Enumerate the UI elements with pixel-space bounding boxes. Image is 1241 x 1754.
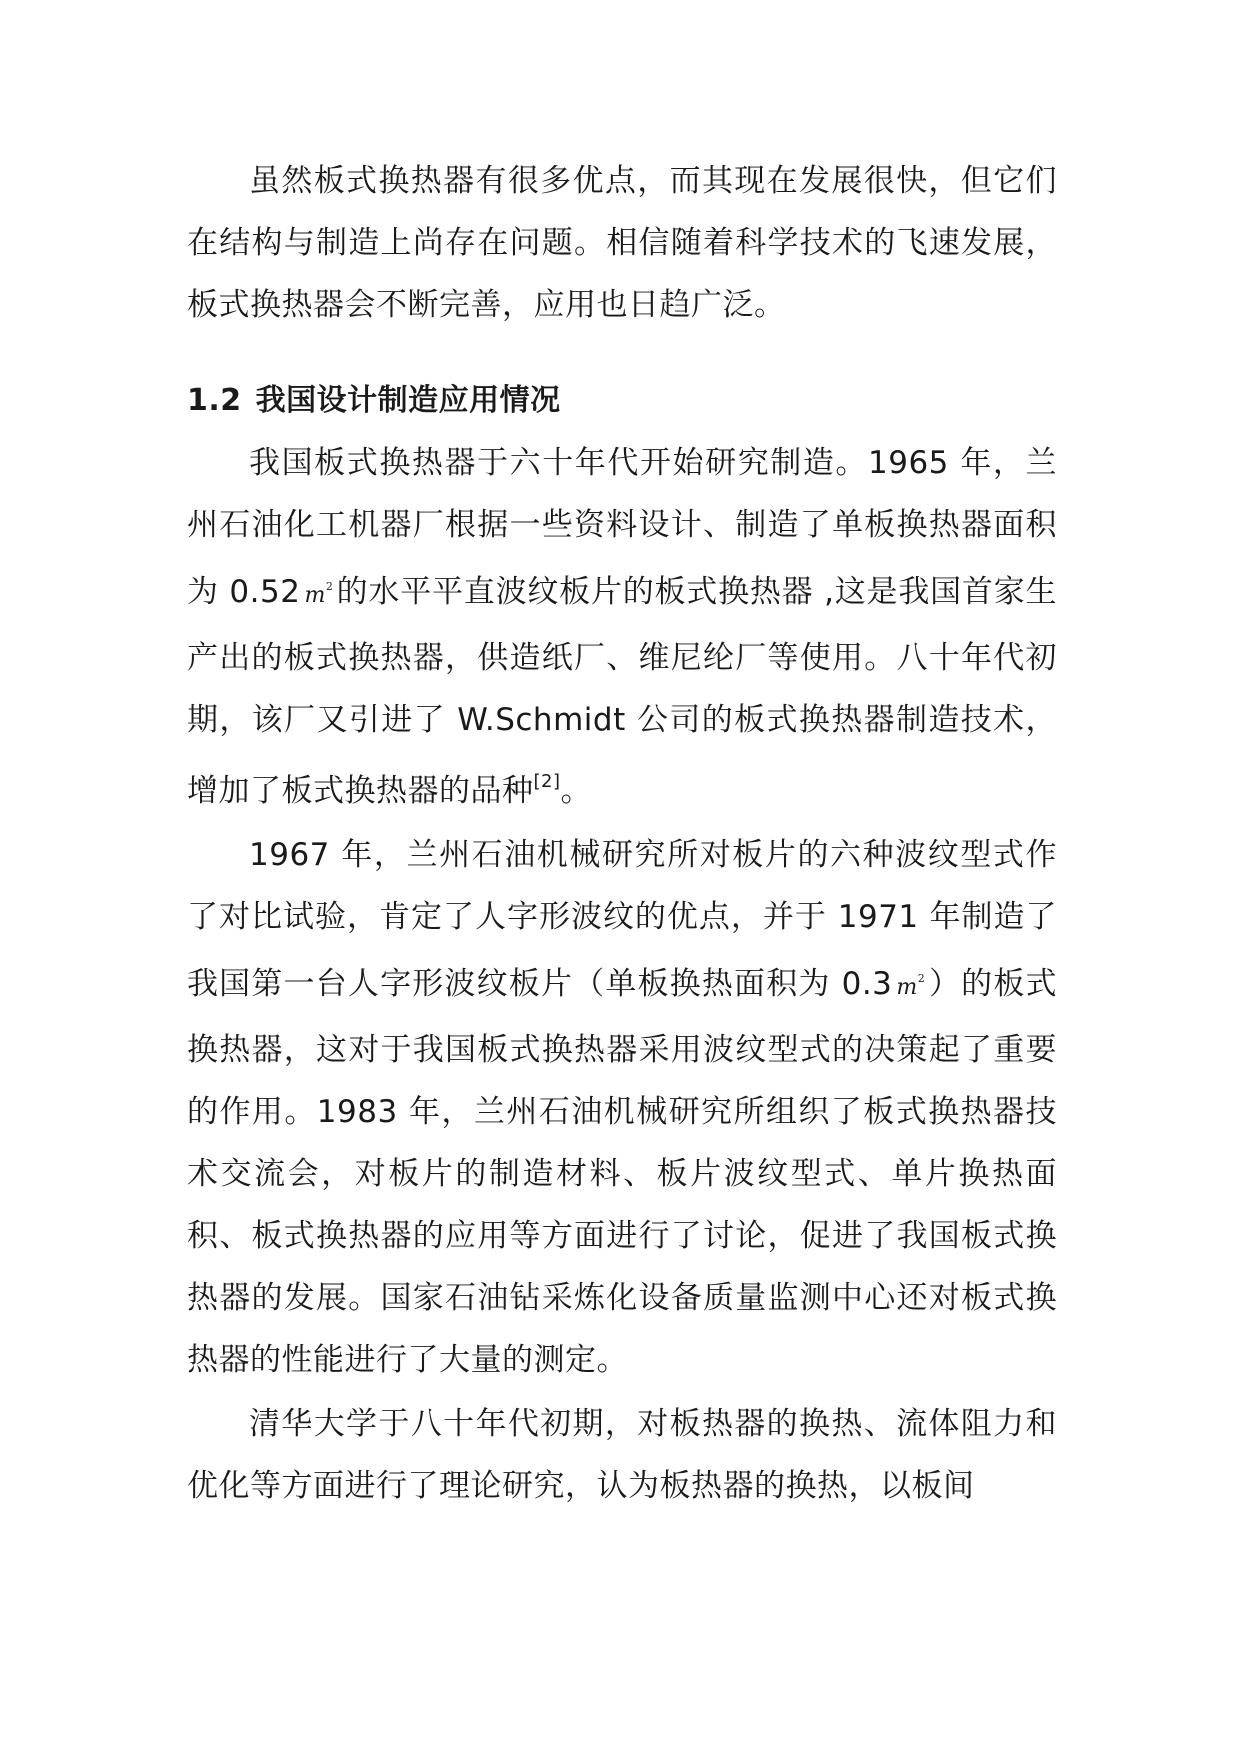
paragraph-history-part2: 的水平平直波纹板片的板式换热器 ,这是我国首家生产出的板式换热器，供造纸厂、维尼纶厂等使用。八十年代初期，该厂又引进了 W.Schmidt 公司的板式换热器制造技术，增加了板式换热器的品种: [187, 574, 1057, 809]
paragraph-history: [187, 432, 1057, 822]
paragraph-intro: 虽然板式换热器有很多优点，而其现在发展很快，但它们在结构与制造上尚存在问题。相信随着科学技术的飞速发展，板式换热器会不断完善，应用也日趋广泛。: [187, 163, 1057, 323]
section-title: 我国设计制造应用情况: [255, 383, 561, 418]
paragraph-history-part1: 我国板式换热器于六十年代开始研究制造。1965 年，兰州石油化工机器厂根据一些资料设计、制造了单板换热器面积为 0.52: [187, 445, 1057, 610]
unit-square-meter: $m^2$: [304, 580, 334, 608]
section-number: 1.2: [187, 383, 242, 418]
document-page: [187, 150, 1057, 1517]
paragraph-1967: [187, 824, 1057, 1391]
paragraph-1967-part2: ）的板式换热器，这对于我国板式换热器采用波纹型式的决策起了重要的作用。1983 年，兰州石油机械研究所组织了板式换热器技术交流会，对板片的制造材料、板片波纹型式、单片换热面积、板式换热器的应用等方面进行了讨论，促进了我国板式换热器的发展。国家石油钻采炼化设备质量监测中心还对板式换热器的性能进行了大量的测定。: [187, 966, 1057, 1378]
section-heading: [187, 370, 1057, 432]
citation-ref: [2]: [533, 771, 561, 792]
paragraph-history-part3: 。: [560, 773, 592, 809]
paragraph-tsinghua: 清华大学于八十年代初期，对板热器的换热、流体阻力和优化等方面进行了理论研究，认为板热器的换热，以板间: [187, 1406, 1057, 1504]
paragraph-1967-part1: 1967 年，兰州石油机械研究所对板片的六种波纹型式作了对比试验，肯定了人字形波纹的优点，并于 1971 年制造了我国第一台人字形波纹板片（单板换热面积为 0.3: [187, 837, 1057, 1002]
unit-square-meter-2: $m^2$: [896, 972, 926, 1000]
